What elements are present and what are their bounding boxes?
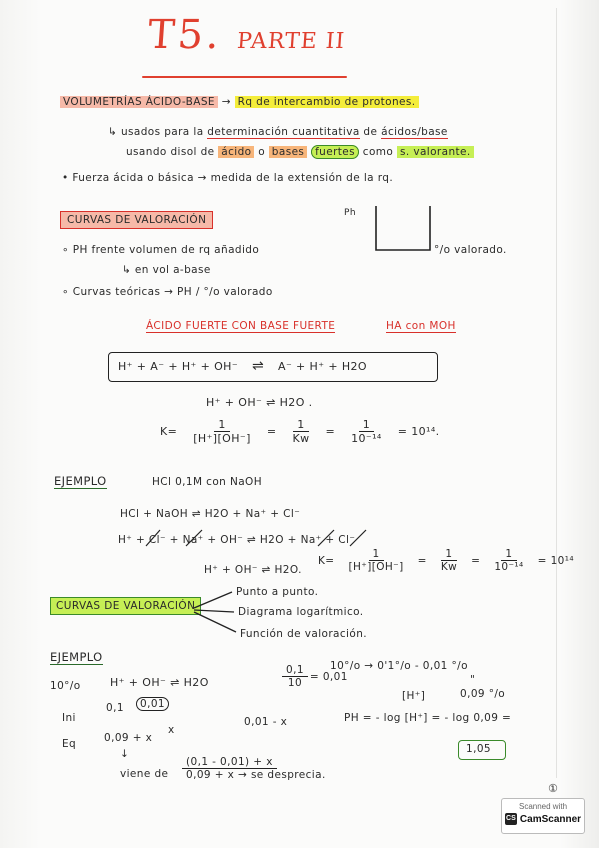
strong-heading: ÁCIDO FUERTE CON BASE FUERTE [146,320,336,332]
intro-bullet: • Fuerza ácida o básica → medida de la extensión de la rq. [62,172,394,184]
ph-result: 1,05 [466,743,491,755]
intro-line-2: ↳ usados para la determinación cuantitativa de ácidos/base [108,126,448,138]
viene-de-label: viene de [120,768,169,780]
boxed-equation-text: H⁺ + A⁻ + H⁺ + OH⁻ ⇌ A⁻ + H⁺ + H2O [118,358,367,374]
camscanner-badge [501,798,585,834]
example1-text: HCl 0,1M con NaOH [152,476,263,488]
ice-row-ini-b: 0,01 [136,697,169,711]
curvas2-option-2: Diagrama logarítmico. [238,606,364,618]
example2-heading: EJEMPLO [50,650,103,664]
curvas2-option-3: Función de valoración. [240,628,367,640]
ice-row-ini-a: 0,1 [106,702,124,714]
viene-de-fraction: $\frac{(0,1 - 0,01) + x}{\text{0,09 + x → se desprecia.}}$ [182,756,330,781]
example2-conversion-quote: " [470,674,476,686]
ph-calculation: PH = - log [H⁺] = - log 0,09 = [344,712,512,724]
strong-reagents: HA con MOH [386,320,456,332]
ice-row-mid: 0,01 - x [244,716,288,728]
example1-eq-2: H⁺ + Cl⁻ + Na⁺ + OH⁻ ⇌ H2O + Na⁺ + Cl⁻ [118,534,356,546]
example2-h-label: [H⁺] [402,690,426,702]
example2-conversion: 10°/o → 0'1°/o - 0,01 °/o [330,660,468,672]
curvas-item-1: ∘ PH frente volumen de rq añadido [62,244,260,256]
example2-fraction: $\frac{0,1}{10}$ = 0,01 [282,664,348,689]
intro-line-3: usando disol de ácido o bases fuertes como s. valorante. [126,146,474,158]
page-number: ① [548,782,559,795]
sketch-axis-y-label: Ph [344,208,356,218]
curvas-item-1-sub: ↳ en vol a-base [122,264,211,276]
ice-row-ini-label: Ini [62,712,76,724]
strong-k-expression: K= $\frac{1}{[H^+][OH^-]}$ = $\frac{1}{Kw}$ = $\frac{1}{\text{10⁻¹⁴}}$ = 10¹⁴. [160,418,440,445]
example2-reaction: H⁺ + OH⁻ ⇌ H2O [110,676,209,689]
ice-arrow-down: ↓ [120,748,130,760]
intro-definition: Rq de intercambio de protones. [235,96,419,108]
example1-eq-1: HCl + NaOH ⇌ H2O + Na⁺ + Cl⁻ [120,508,301,520]
ice-row-eq-value: 0,09 + x [104,732,153,744]
curvas-heading: CURVAS DE VALORACIÓN [60,214,213,226]
intro-line-1: VOLUMETRÍAS ÁCIDO-BASE → Rq de intercambio de protones. [60,96,419,108]
example1-k-expression: K= $\frac{1}{[H^+][OH^-]}$ = $\frac{1}{Kw}$ = $\frac{1}{\text{10⁻¹⁴}}$ = 10¹⁴ [318,548,574,573]
title-sub: PARTE II [236,29,346,54]
curvas-item-2: ∘ Curvas teóricas → PH / °/o valorado [62,286,273,298]
curvas2-heading: CURVAS DE VALORACIÓN [50,600,201,612]
example2-percent: 10°/o [50,680,81,692]
strong-eq-2: H⁺ + OH⁻ ⇌ H2O . [206,396,313,409]
scan-badge-top: Scanned with [518,802,568,811]
ice-row-x: x [168,724,175,736]
sketch-axis-x-label: °/o valorado. [434,244,507,256]
title-main: T5. [146,12,224,58]
example2-h-value: 0,09 °/o [460,688,506,700]
example1-eq-3: H⁺ + OH⁻ ⇌ H2O. [204,564,302,576]
scan-badge-brand: CamScanner [519,813,582,825]
example1-heading: EJEMPLO [54,474,107,488]
intro-heading: VOLUMETRÍAS ÁCIDO-BASE [60,96,218,108]
curvas2-option-1: Punto a punto. [236,586,319,598]
camscanner-icon: CS [505,813,517,825]
ice-row-eq-label: Eq [62,738,77,750]
